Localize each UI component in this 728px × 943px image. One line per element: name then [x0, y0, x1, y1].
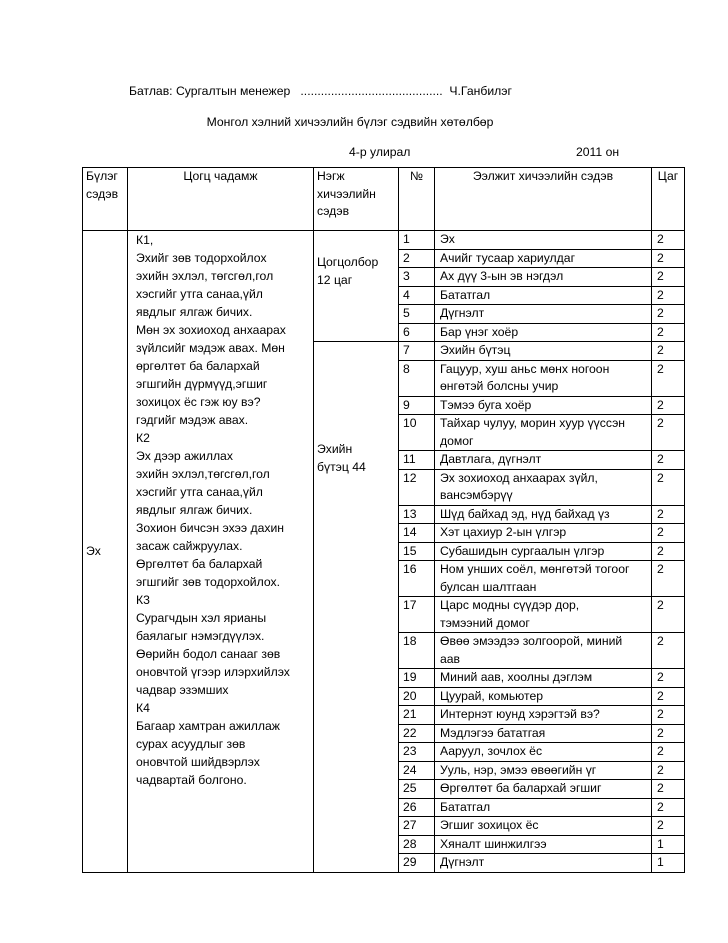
section-cell: Эх	[83, 231, 128, 873]
lesson-topic: Мэдлэгээ бататгая	[435, 724, 652, 743]
lesson-number: 27	[399, 817, 435, 836]
lesson-number: 3	[399, 268, 435, 287]
lesson-hours: 2	[652, 561, 685, 597]
lesson-hours: 2	[652, 633, 685, 669]
lesson-hours: 2	[652, 268, 685, 287]
lesson-hours: 2	[652, 706, 685, 725]
lesson-number: 8	[399, 360, 435, 396]
lesson-topic: Өргөлтөт ба балархай эгшиг	[435, 780, 652, 799]
lesson-topic: Хяналт шинжилгээ	[435, 835, 652, 854]
col-header-hours: Цаг	[652, 168, 685, 231]
lesson-number: 22	[399, 724, 435, 743]
lesson-number: 9	[399, 396, 435, 415]
lesson-hours: 2	[652, 469, 685, 505]
lesson-hours: 2	[652, 798, 685, 817]
lesson-topic: Бататгал	[435, 286, 652, 305]
lesson-topic: Давтлага, дүгнэлт	[435, 451, 652, 470]
lesson-hours: 2	[652, 231, 685, 250]
lesson-topic: Бататгал	[435, 798, 652, 817]
lesson-number: 28	[399, 835, 435, 854]
year-label: 2011 он	[576, 145, 620, 159]
lesson-topic: Субашидын сургаалын үлгэр	[435, 542, 652, 561]
lesson-hours: 2	[652, 415, 685, 451]
unit-cell-1: Цогцолбор 12 цаг	[314, 231, 399, 342]
col-header-topic: Ээлжит хичээлийн сэдэв	[435, 168, 652, 231]
lesson-number: 10	[399, 415, 435, 451]
lesson-number: 15	[399, 542, 435, 561]
col-header-section: Бүлэг сэдэв	[83, 168, 128, 231]
approval-line: Батлав: Сургалтын менежер .......................................... Ч.Ганбилэг	[129, 84, 512, 98]
lesson-number: 18	[399, 633, 435, 669]
lesson-number: 1	[399, 231, 435, 250]
lesson-number: 23	[399, 743, 435, 762]
lesson-topic: Ном унших соёл, мөнгөтэй тогоог булсан шалтгаан	[435, 561, 652, 597]
lesson-topic: Ааруул, зочлох ёс	[435, 743, 652, 762]
lesson-number: 20	[399, 687, 435, 706]
lesson-topic: Дүгнэлт	[435, 305, 652, 324]
lesson-number: 7	[399, 342, 435, 361]
lesson-topic: Эх	[435, 231, 652, 250]
lesson-topic: Шүд байхад эд, нүд байхад үз	[435, 505, 652, 524]
lesson-hours: 2	[652, 817, 685, 836]
lesson-topic: Ууль, нэр, эмээ өвөөгийн үг	[435, 761, 652, 780]
lesson-hours: 2	[652, 542, 685, 561]
lesson-hours: 2	[652, 743, 685, 762]
lesson-number: 5	[399, 305, 435, 324]
lesson-topic: Эх зохиоход анхаарах зүйл, вансэмбэрүү	[435, 469, 652, 505]
lesson-hours: 2	[652, 396, 685, 415]
table-row	[83, 231, 685, 250]
lesson-hours: 1	[652, 835, 685, 854]
lesson-topic: Дүгнэлт	[435, 854, 652, 873]
lesson-hours: 2	[652, 305, 685, 324]
lesson-topic: Эхийн бүтэц	[435, 342, 652, 361]
lesson-number: 16	[399, 561, 435, 597]
lesson-topic: Миний аав, хоолны дэглэм	[435, 669, 652, 688]
lesson-topic: Цуурай, комьютер	[435, 687, 652, 706]
lesson-hours: 2	[652, 597, 685, 633]
lesson-number: 6	[399, 323, 435, 342]
table-header-row	[83, 168, 685, 231]
curriculum-table	[82, 167, 685, 873]
lesson-hours: 2	[652, 249, 685, 268]
lesson-number: 13	[399, 505, 435, 524]
col-header-competency: Цогц чадамж	[128, 168, 314, 231]
lesson-topic: Гацуур, хуш аньс мөнх ногоон өнгөтэй болсны учир	[435, 360, 652, 396]
lesson-topic: Ах дүү 3-ын эв нэгдэл	[435, 268, 652, 287]
col-header-unit: Нэгж хичээлийн сэдэв	[314, 168, 399, 231]
lesson-topic: Бар үнэг хоёр	[435, 323, 652, 342]
lesson-number: 19	[399, 669, 435, 688]
lesson-number: 21	[399, 706, 435, 725]
lesson-hours: 2	[652, 761, 685, 780]
document-title: Монгол хэлний хичээлийн бүлэг сэдвийн хөтөлбөр	[206, 115, 494, 129]
lesson-number: 29	[399, 854, 435, 873]
lesson-number: 25	[399, 780, 435, 799]
lesson-hours: 2	[652, 360, 685, 396]
lesson-number: 24	[399, 761, 435, 780]
lesson-topic: Царс модны сүүдэр дор, тэмээний домог	[435, 597, 652, 633]
lesson-hours: 2	[652, 780, 685, 799]
lesson-topic: Интернэт юунд хэрэгтэй вэ?	[435, 706, 652, 725]
lesson-hours: 2	[652, 505, 685, 524]
lesson-number: 4	[399, 286, 435, 305]
lesson-hours: 2	[652, 524, 685, 543]
lesson-number: 11	[399, 451, 435, 470]
lesson-topic: Хэт цахиур 2-ын үлгэр	[435, 524, 652, 543]
col-header-number: №	[399, 168, 435, 231]
lesson-number: 12	[399, 469, 435, 505]
lesson-number: 17	[399, 597, 435, 633]
lesson-hours: 2	[652, 323, 685, 342]
lesson-number: 26	[399, 798, 435, 817]
term-label: 4-р улирал	[349, 145, 411, 159]
competency-cell: К1, Эхийг зөв тодорхойлох эхийн эхлэл, төгсгөл,гол хэсгийг утга санаа,үйл явдлыг ялгаж бичих. Мөн эх зохиоход анхаарах зүйлсийг мэдэж авах. Мөн өргөлтөт ба балархай эгшгийн дүрмүүд,эгшиг зохицох ёс гэж юу вэ? гэдгийг мэдэж авах. К2 Эх дээр ажиллах эхийн эхлэл,төгсгөл,гол хэсгийг утга санаа,үйл явдлыг ялгаж бичих. Зохион бичсэн эхээ дахин засаж сайжруулах. Өргөлтөт ба балархай эгшгийг зөв тодорхойлох. К3 Сурагчдын хэл ярианы баялагыг нэмэгдүүлэх. Өөрийн бодол санааг зөв оновчтой үгээр илэрхийлэх чадвар эзэмших К4 Багаар хамтран ажиллаж сурах асуудлыг зөв оновчтой шийдвэрлэх чадвартай болгоно.	[128, 231, 314, 873]
lesson-hours: 2	[652, 687, 685, 706]
lesson-hours: 1	[652, 854, 685, 873]
lesson-topic: Ачийг тусаар хариулдаг	[435, 249, 652, 268]
unit-cell-2: Эхийн бүтэц 44	[314, 342, 399, 873]
lesson-hours: 2	[652, 342, 685, 361]
lesson-hours: 2	[652, 724, 685, 743]
lesson-number: 14	[399, 524, 435, 543]
lesson-topic: Эгшиг зохицох ёс	[435, 817, 652, 836]
lesson-number: 2	[399, 249, 435, 268]
lesson-topic: Тайхар чулуу, морин хуур үүссэн домог	[435, 415, 652, 451]
lesson-topic: Тэмээ буга хоёр	[435, 396, 652, 415]
lesson-hours: 2	[652, 669, 685, 688]
lesson-hours: 2	[652, 286, 685, 305]
lesson-topic: Өвөө эмээдээ золгоорой, миний аав	[435, 633, 652, 669]
lesson-hours: 2	[652, 451, 685, 470]
